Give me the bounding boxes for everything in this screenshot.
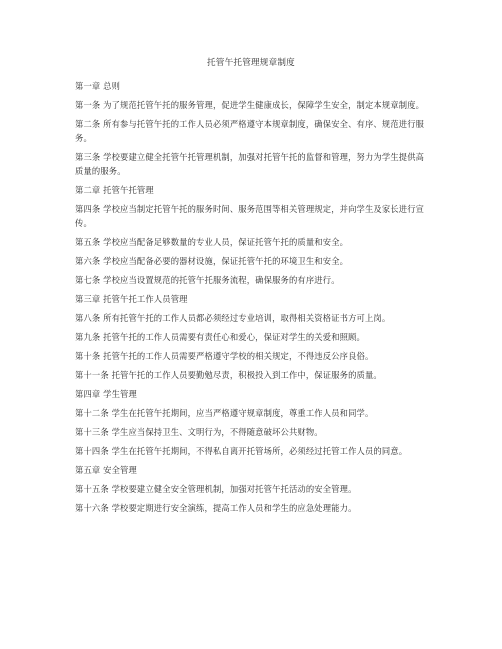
article-paragraph: 第七条 学校应当设置规范的托管午托服务流程，确保服务的有序进行。 xyxy=(75,275,340,285)
article-paragraph: 第九条 托管午托的工作人员需要有责任心和爱心，保证对学生的关爱和照顾。 xyxy=(75,332,365,342)
article-paragraph: 第八条 所有托管午托的工作人员都必须经过专业培训，取得相关资格证书方可上岗。 xyxy=(75,313,391,323)
article-paragraph: 第十一条 托管午托的工作人员要勤勉尽责，积极投入到工作中，保证服务的质量。 xyxy=(75,370,382,380)
article-paragraph: 第一条 为了规范托管午托的服务管理，促进学生健康成长，保障学生安全，制定本规章制度。 xyxy=(75,100,425,110)
chapter-heading: 第五章 安全管理 xyxy=(75,465,137,475)
article-paragraph: 第三条 学校要建立健全托管午托管理机制，加强对托管午托的监督和管理，努力为学生提供高质量的服务。 xyxy=(75,152,425,176)
article-paragraph: 第五条 学校应当配备足够数量的专业人员，保证托管午托的质量和安全。 xyxy=(75,237,349,247)
article-paragraph: 第十五条 学校要建立健全安全管理机制，加强对托管午托活动的安全管理。 xyxy=(75,484,357,494)
document-title: 托管午托管理规章制度 xyxy=(207,58,295,68)
chapter-heading: 第四章 学生管理 xyxy=(75,389,137,399)
article-paragraph: 第十六条 学校要定期进行安全演练，提高工作人员和学生的应急处理能力。 xyxy=(75,503,357,513)
article-paragraph: 第十二条 学生在托管午托期间，应当严格遵守规章制度，尊重工作人员和同学。 xyxy=(75,408,374,418)
article-paragraph: 第十三条 学生应当保持卫生、文明行为，不得随意破坏公共财物。 xyxy=(75,427,323,437)
article-paragraph: 第十条 托管午托的工作人员需要严格遵守学校的相关规定，不得违反公序良俗。 xyxy=(75,351,374,361)
article-paragraph: 第四条 学校应当制定托管午托的服务时间、服务范围等相关管理规定，并向学生及家长进行宣传。 xyxy=(75,204,425,228)
article-paragraph: 第六条 学校应当配备必要的器材设施，保证托管午托的环境卫生和安全。 xyxy=(75,256,349,266)
chapter-heading: 第三章 托管午托工作人员管理 xyxy=(75,294,188,304)
article-paragraph: 第二条 所有参与托管午托的工作人员必须严格遵守本规章制度，确保安全、有序、规范进行服务。 xyxy=(75,119,425,143)
chapter-heading: 第一章 总则 xyxy=(75,81,121,91)
article-paragraph: 第十四条 学生在托管午托期间，不得私自离开托管场所，必须经过托管工作人员的同意。 xyxy=(75,446,408,456)
document-body xyxy=(75,79,431,520)
chapter-heading: 第二章 托管午托管理 xyxy=(75,185,154,195)
